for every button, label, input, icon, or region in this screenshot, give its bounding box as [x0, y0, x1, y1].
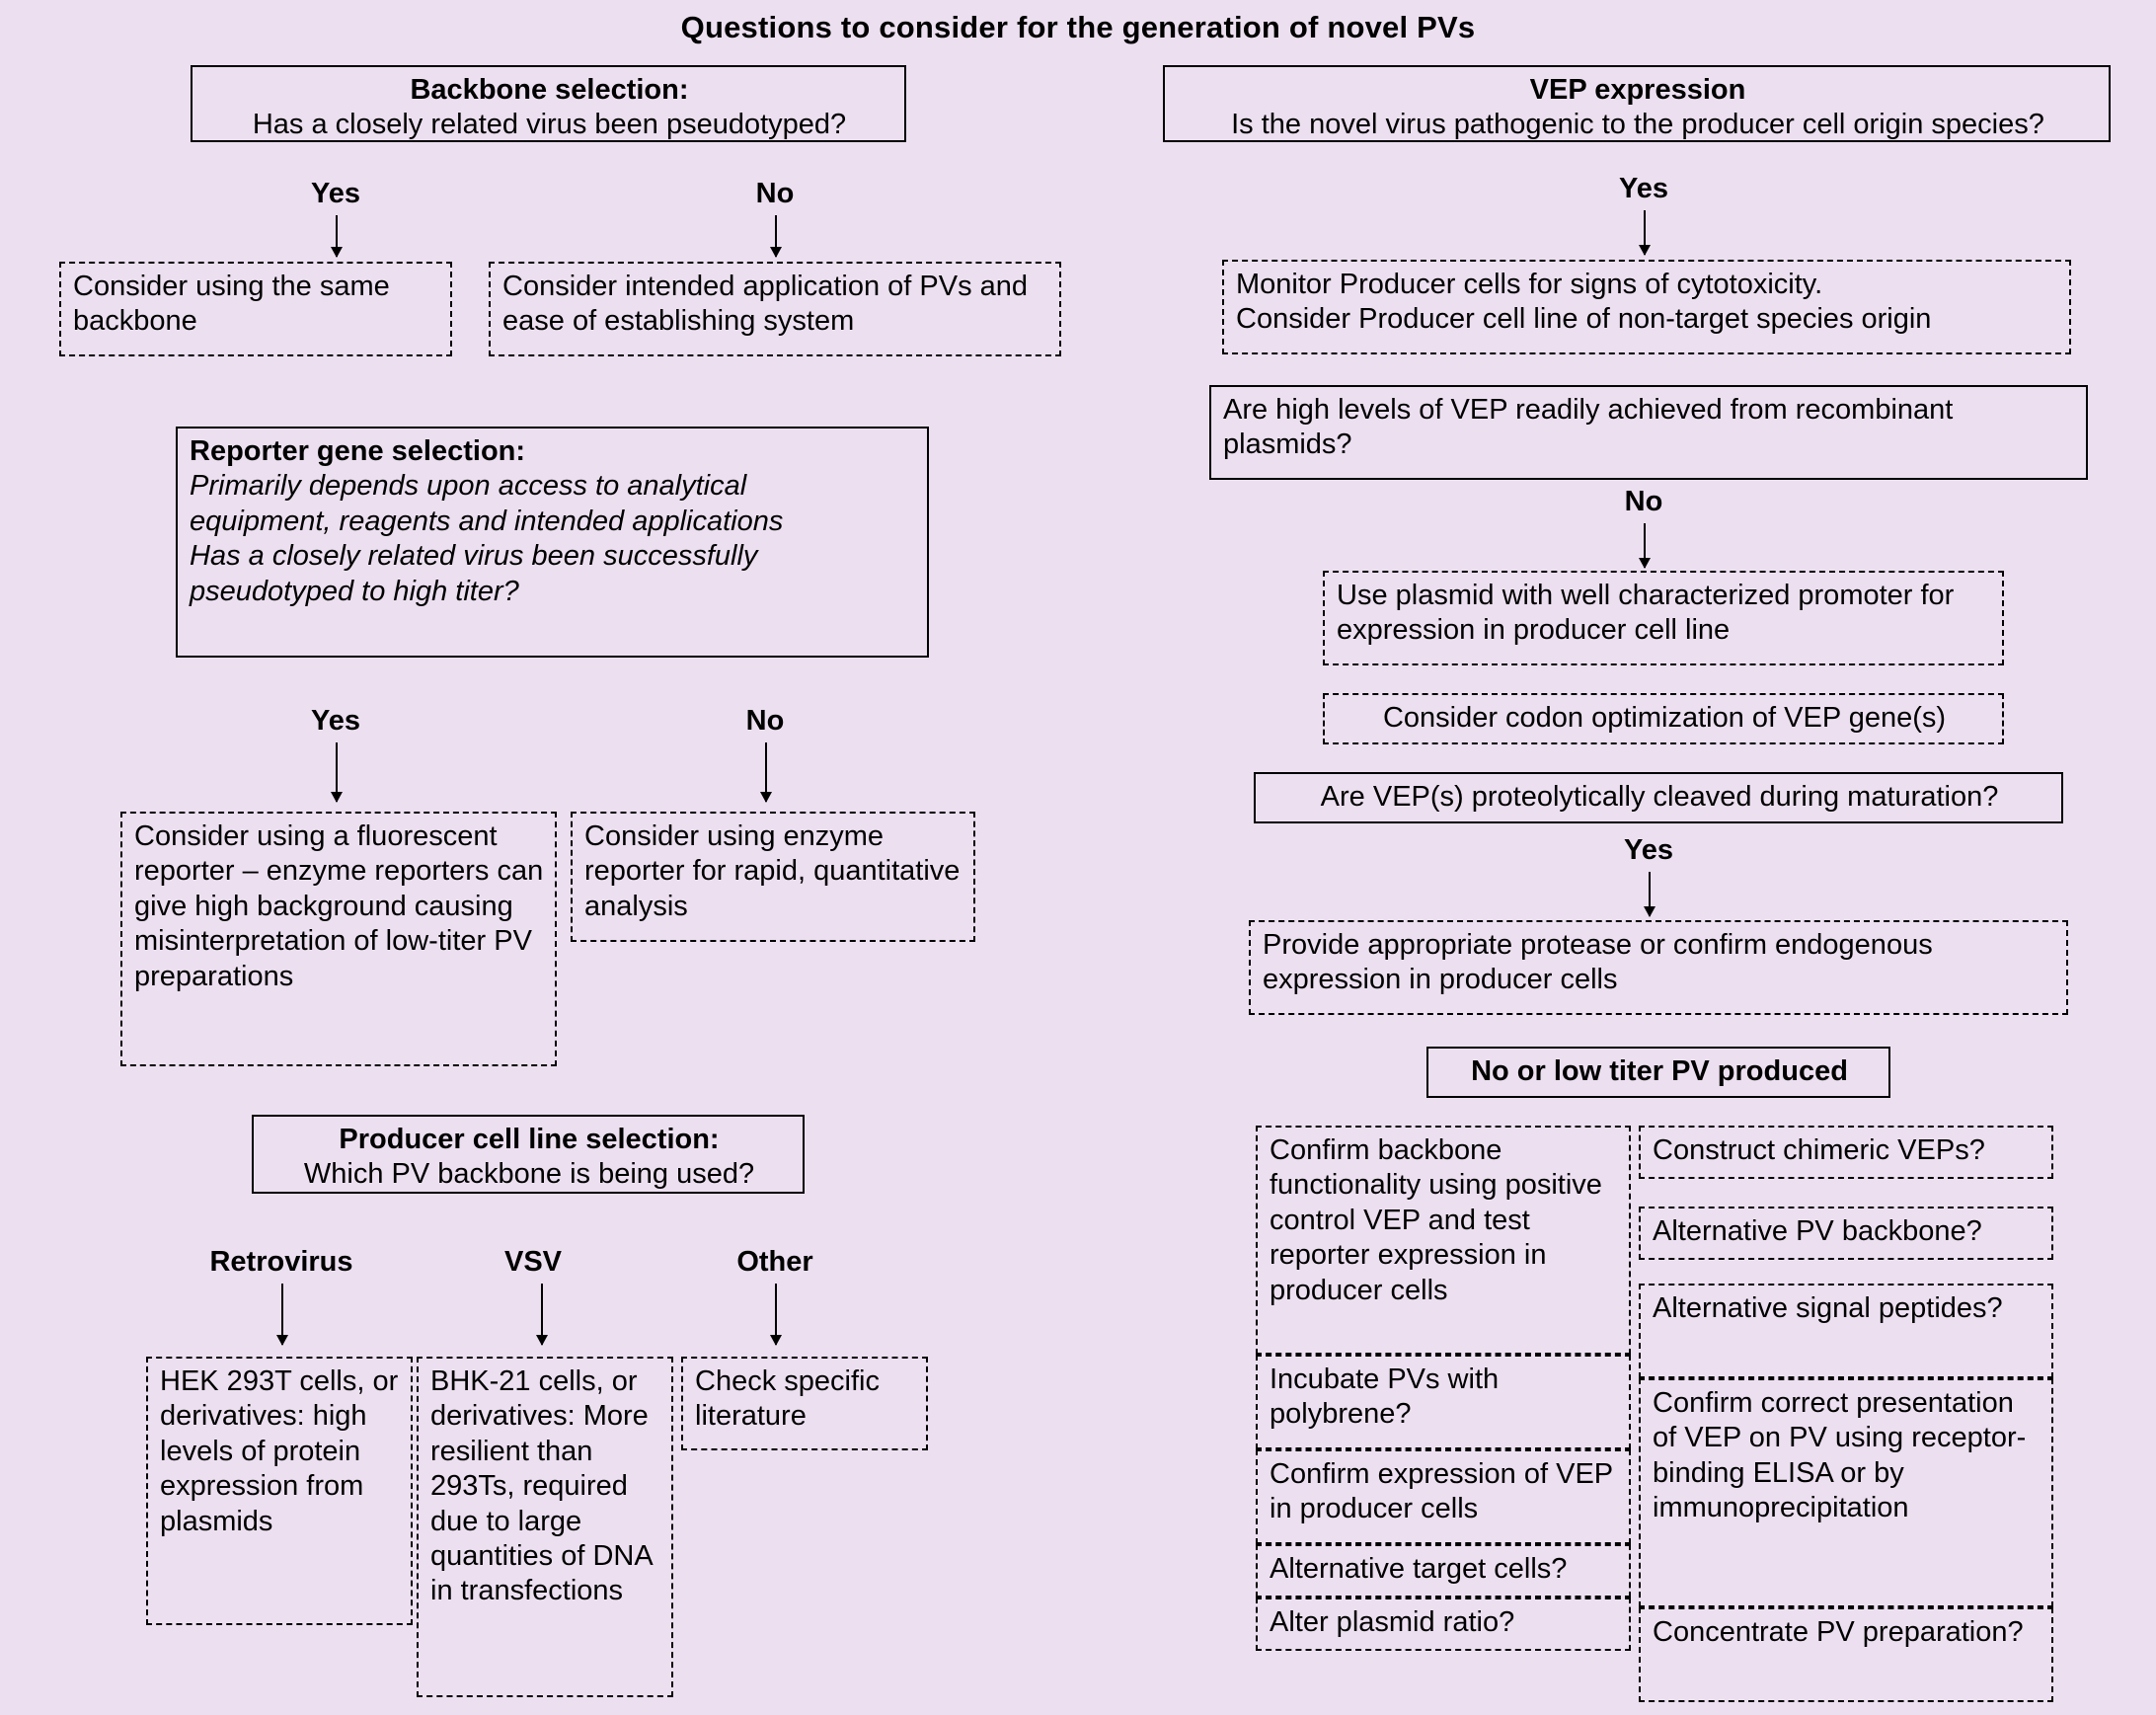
troubleshoot-right-item-3: Alternative signal peptides? [1639, 1284, 2053, 1378]
reporter-no-box: Consider using enzyme reporter for rapid, quantitative analysis [571, 812, 975, 942]
producer-heading: Producer cell line selection: [339, 1124, 720, 1155]
producer-branch-2-box: BHK-21 cells, or derivatives: More resilient than 293Ts, required due to large quantities of DNA in transfections [417, 1357, 673, 1697]
backbone-yes-box: Consider using the same backbone [59, 262, 452, 356]
reporter-italic-2: equipment, reagents and intended applications [190, 505, 784, 537]
vep-monitor-line-1: Monitor Producer cells for signs of cytotoxicity. [1236, 269, 1823, 300]
vep-question: Is the novel virus pathogenic to the producer cell origin species? [1231, 109, 2044, 141]
backbone-yes-label: Yes [311, 178, 360, 209]
producer-branch-1-label: Retrovirus [209, 1246, 353, 1278]
reporter-italic-1: Primarily depends upon access to analytical [190, 470, 747, 503]
vep-yes-arrow [1644, 210, 1646, 255]
troubleshoot-left-item-5: Alter plasmid ratio? [1256, 1598, 1631, 1651]
producer-branch-2-arrow [541, 1284, 543, 1345]
backbone-heading: Backbone selection: [410, 74, 689, 106]
troubleshoot-right-item-1: Construct chimeric VEPs? [1639, 1126, 2053, 1179]
reporter-selection-box [176, 427, 929, 658]
vep-monitor-line-2: Consider Producer cell line of non-target species origin [1236, 303, 1932, 336]
troubleshoot-left-item-3: Confirm expression of VEP in producer cells [1256, 1449, 1631, 1544]
troubleshoot-left-item-1: Confirm backbone functionality using positive control VEP and test reporter expression in producer cells [1256, 1126, 1631, 1355]
backbone-no-arrow [775, 215, 777, 257]
troubleshoot-heading: No or low titer PV produced [1471, 1055, 1848, 1087]
reporter-yes-label: Yes [311, 705, 360, 737]
producer-selection-box [252, 1115, 805, 1194]
troubleshoot-right-item-4: Confirm correct presentation of VEP on PV using receptor-binding ELISA or by immunoprecipitation [1639, 1378, 2053, 1607]
troubleshoot-heading-box [1426, 1047, 1890, 1098]
backbone-no-box: Consider intended application of PVs and ease of establishing system [489, 262, 1061, 356]
producer-branch-1-arrow [281, 1284, 283, 1345]
producer-branch-3-arrow [775, 1284, 777, 1345]
producer-branch-1-box: HEK 293T cells, or derivatives: high levels of protein expression from plasmids [146, 1357, 413, 1625]
reporter-italic-4: pseudotyped to high titer? [190, 575, 519, 607]
vep-expression-box [1163, 65, 2111, 142]
backbone-question: Has a closely related virus been pseudotyped? [252, 109, 847, 141]
vep-protease-box: Provide appropriate protease or confirm endogenous expression in producer cells [1249, 920, 2068, 1015]
troubleshoot-right-item-5: Concentrate PV preparation? [1639, 1607, 2053, 1702]
vep-yes2-label: Yes [1624, 834, 1673, 866]
vep-codon-box: Consider codon optimization of VEP gene(s) [1323, 693, 2004, 744]
reporter-no-label: No [745, 705, 785, 737]
vep-cleaved-box: Are VEP(s) proteolytically cleaved during maturation? [1254, 772, 2063, 823]
vep-monitor-box [1222, 260, 2071, 354]
reporter-no-arrow [765, 742, 767, 802]
backbone-selection-box [191, 65, 906, 142]
reporter-yes-box: Consider using a fluorescent reporter – enzyme reporters can give high background causing misinterpretation of low-titer PV preparations [120, 812, 557, 1066]
producer-question: Which PV backbone is being used? [303, 1158, 755, 1191]
troubleshoot-left-item-4: Alternative target cells? [1256, 1544, 1631, 1598]
reporter-yes-arrow [336, 742, 338, 802]
vep-heading: VEP expression [1529, 74, 1746, 106]
backbone-yes-arrow [336, 215, 338, 257]
backbone-no-label: No [755, 178, 795, 209]
vep-no-arrow [1644, 523, 1646, 568]
vep-yes-label: Yes [1619, 173, 1668, 204]
figure-title: Questions to consider for the generation of novel PVs [680, 10, 1476, 44]
producer-branch-3-label: Other [736, 1246, 813, 1278]
reporter-italic-3: Has a closely related virus been successfully [190, 540, 758, 573]
producer-branch-3-box: Check specific literature [681, 1357, 928, 1450]
troubleshoot-left-item-2: Incubate PVs with polybrene? [1256, 1355, 1631, 1449]
producer-branch-2-label: VSV [503, 1246, 563, 1278]
vep-no-label: No [1624, 486, 1663, 517]
troubleshoot-right-item-2: Alternative PV backbone? [1639, 1207, 2053, 1260]
vep-yes2-arrow [1649, 872, 1651, 916]
vep-plasmid-box: Use plasmid with well characterized promoter for expression in producer cell line [1323, 571, 2004, 665]
vep-high-levels-box: Are high levels of VEP readily achieved from recombinant plasmids? [1209, 385, 2088, 480]
reporter-heading: Reporter gene selection: [190, 435, 526, 467]
